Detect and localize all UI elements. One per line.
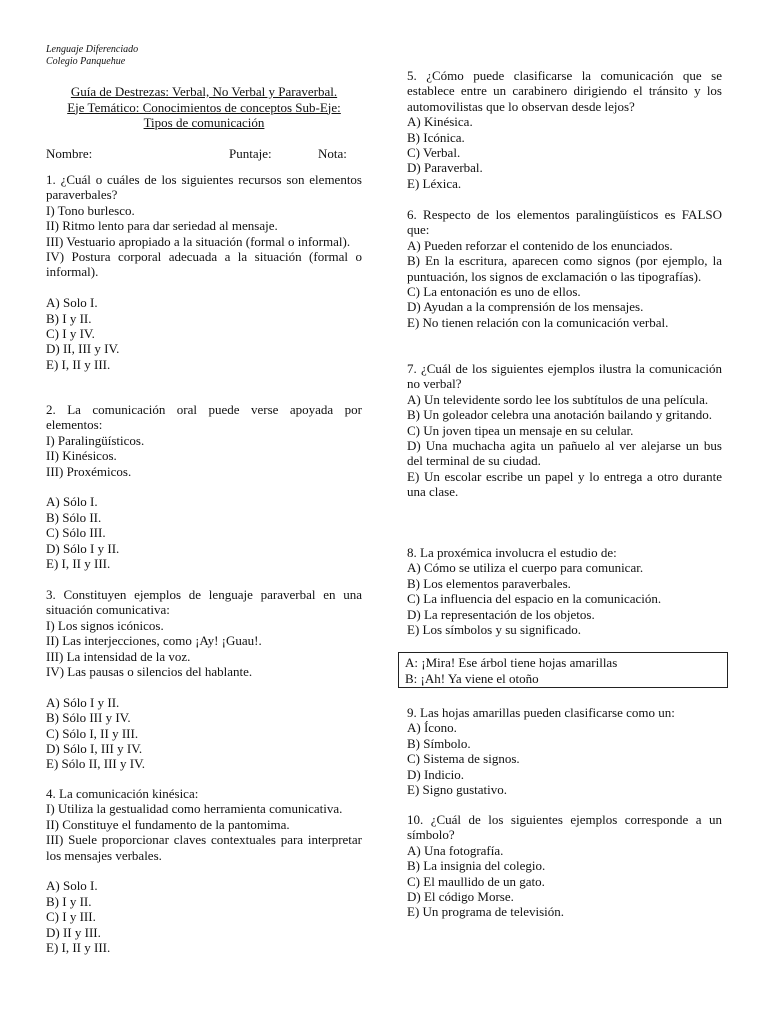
- question-8: [407, 545, 722, 637]
- dialog-box: [398, 652, 728, 688]
- question-item: IV) Las pausas o silencios del hablante.: [46, 664, 253, 680]
- answer-option: E) Un programa de televisión.: [407, 904, 565, 920]
- question-3: [46, 587, 362, 772]
- question-item: II) Las interjecciones, como ¡Ay! ¡Guau!.: [46, 633, 262, 649]
- question-stem: 2. La comunicación oral puede verse apoyada por elementos:: [46, 402, 362, 433]
- question-2: [46, 402, 362, 571]
- question-item: I) Utiliza la gestualidad como herramienta comunicativa.: [46, 801, 343, 817]
- answer-option: B) Los elementos paraverbales.: [407, 575, 571, 591]
- answer-option: E) Los símbolos y su significado.: [407, 622, 582, 638]
- question-item: II) Constituye el fundamento de la pantomima.: [46, 816, 290, 832]
- question-item: III) Vestuario apropiado a la situación (formal o informal).: [46, 233, 351, 249]
- answer-option: C) Un joven tipea un mensaje en su celular.: [407, 422, 634, 438]
- answer-option: A) Kinésica.: [407, 114, 473, 130]
- answer-option: E) Signo gustativo.: [407, 782, 508, 798]
- answer-option: E) Léxica.: [407, 175, 462, 191]
- nota-label: Nota:: [318, 146, 347, 161]
- answer-option: D) Paraverbal.: [407, 160, 483, 176]
- question-item: I) Tono burlesco.: [46, 202, 135, 218]
- school-header: [46, 44, 138, 68]
- question-item: I) Los signos icónicos.: [46, 617, 164, 633]
- question-stem: 7. ¿Cuál de los siguientes ejemplos ilustra la comunicación no verbal?: [407, 361, 722, 392]
- question-item: I) Paralingüísticos.: [46, 432, 145, 448]
- nombre-label: Nombre:: [46, 146, 93, 161]
- course-name: Lenguaje Diferenciado: [46, 44, 139, 55]
- answer-option: B) Sólo III y IV.: [46, 710, 131, 726]
- answer-option: E) I, II y III.: [46, 940, 111, 956]
- dialog-line-a: A: ¡Mira! Ese árbol tiene hojas amarillas: [405, 655, 618, 670]
- answer-option: A) Cómo se utiliza el cuerpo para comunicar.: [407, 560, 644, 576]
- answer-option: C) Sistema de signos.: [407, 751, 520, 767]
- answer-option: C) Sólo I, II y III.: [46, 725, 139, 741]
- question-stem: 1. ¿Cuál o cuáles de los siguientes recursos son elementos paraverbales?: [46, 172, 362, 203]
- answer-option: D) II y III.: [46, 924, 101, 940]
- answer-option: D) La representación de los objetos.: [407, 606, 595, 622]
- answer-option: C) I y IV.: [46, 326, 95, 342]
- question-item: II) Ritmo lento para dar seriedad al mensaje.: [46, 218, 278, 234]
- answer-option: D) El código Morse.: [407, 889, 514, 905]
- answer-option: B) Símbolo.: [407, 735, 471, 751]
- answer-option: A) Un televidente sordo lee los subtítulos de una película.: [407, 391, 709, 407]
- title-line-1: Guía de Destrezas: Verbal, No Verbal y Paraverbal.: [70, 84, 338, 99]
- answer-option: B) Sólo II.: [46, 509, 102, 525]
- answer-option: D) II, III y IV.: [46, 341, 120, 357]
- answer-option: A) Sólo I.: [46, 494, 98, 510]
- answer-option: D) Sólo I, III y IV.: [46, 741, 143, 757]
- answer-option: E) Un escolar escribe un papel y lo entrega a otro durante una clase.: [407, 468, 722, 500]
- question-stem: 3. Constituyen ejemplos de lenguaje paraverbal en una situación comunicativa:: [46, 587, 362, 618]
- question-7: [407, 361, 722, 500]
- answer-option: E) I, II y III.: [46, 356, 111, 372]
- question-item: III) Suele proporcionar claves contextuales para interpretar los mensajes verbales.: [46, 832, 362, 863]
- dialog-line-b: B: ¡Ah! Ya viene el otoño: [405, 670, 539, 686]
- question-stem: 6. Respecto de los elementos paralingüísticos es FALSO que:: [407, 207, 722, 238]
- answer-option: E) Sólo II, III y IV.: [46, 756, 146, 772]
- title-line-2: Eje Temático: Conocimientos de conceptos Sub-Eje:: [67, 99, 341, 115]
- answer-option: D) Una muchacha agita un pañuelo al ver alejarse un bus del terminal de su ciudad.: [407, 438, 722, 469]
- puntaje-label: Puntaje:: [229, 146, 272, 161]
- answer-option: B) Un goleador celebra una anotación bailando y gritando.: [407, 407, 713, 423]
- answer-option: B) I y II.: [46, 893, 92, 909]
- question-item: IV) Postura corporal adecuada a la situación (formal o informal).: [46, 249, 362, 280]
- answer-option: D) Ayudan a la comprensión de los mensajes.: [407, 299, 644, 315]
- answer-option: C) El maullido de un gato.: [407, 873, 545, 889]
- question-10: [407, 812, 722, 920]
- answer-option: E) No tienen relación con la comunicación verbal.: [407, 314, 669, 330]
- answer-option: A) Sólo I y II.: [46, 694, 120, 710]
- answer-option: B) I y II.: [46, 310, 92, 326]
- question-stem: 5. ¿Cómo puede clasificarse la comunicación que se establece entre un carabinero dirigiendo el tránsito y los automovilistas que lo observan desde lejos?: [407, 68, 722, 114]
- question-5: [407, 68, 722, 191]
- answer-option: C) I y III.: [46, 909, 96, 925]
- question-stem: 4. La comunicación kinésica:: [46, 786, 199, 801]
- answer-option: B) La insignia del colegio.: [407, 858, 546, 874]
- question-stem: 8. La proxémica involucra el estudio de:: [407, 545, 617, 560]
- answer-option: A) Ícono.: [407, 720, 457, 736]
- answer-option: E) I, II y III.: [46, 556, 111, 572]
- answer-option: D) Sólo I y II.: [46, 540, 120, 556]
- question-stem: 10. ¿Cuál de los siguientes ejemplos corresponde a un símbolo?: [407, 812, 722, 843]
- answer-option: C) La influencia del espacio en la comunicación.: [407, 591, 662, 607]
- answer-option: A) Una fotografía.: [407, 842, 504, 858]
- guide-title: [46, 84, 362, 131]
- question-item: II) Kinésicos.: [46, 448, 117, 464]
- question-stem: 9. Las hojas amarillas pueden clasificarse como un:: [407, 705, 675, 720]
- answer-option: B) En la escritura, aparecen como signos (por ejemplo, la puntuación, los signos de exclamación o las tipografías).: [407, 253, 722, 284]
- question-item: III) La intensidad de la voz.: [46, 648, 191, 664]
- answer-option: A) Solo I.: [46, 878, 98, 894]
- title-line-3: Tipos de comunicación: [143, 115, 265, 130]
- question-9: [407, 705, 722, 797]
- answer-option: B) Icónica.: [407, 129, 465, 145]
- answer-option: D) Indicio.: [407, 766, 465, 782]
- answer-option: A) Pueden reforzar el contenido de los enunciados.: [407, 237, 673, 253]
- answer-option: C) Sólo III.: [46, 525, 106, 541]
- answer-option: C) Verbal.: [407, 145, 461, 161]
- school-name: Colegio Panquehue: [46, 56, 126, 67]
- question-4: [46, 786, 362, 955]
- question-1: [46, 172, 362, 372]
- question-6: [407, 207, 722, 330]
- answer-option: A) Solo I.: [46, 295, 98, 311]
- answer-option: C) La entonación es uno de ellos.: [407, 284, 581, 300]
- question-item: III) Proxémicos.: [46, 463, 132, 479]
